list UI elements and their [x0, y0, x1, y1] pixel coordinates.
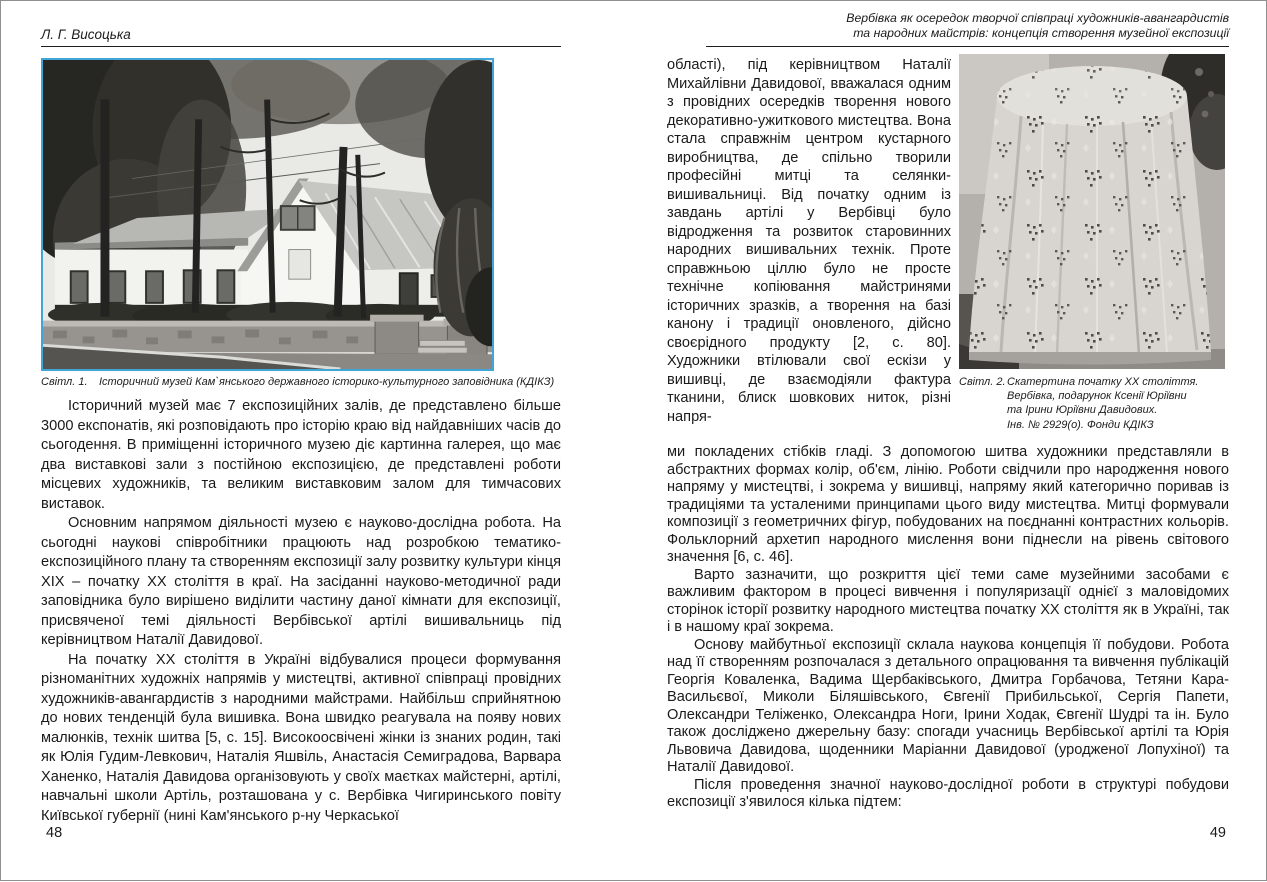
- paragraph: Варто зазначити, що розкриття цієї теми саме музейними засобами є важливим фактором в процесі вивчення і популяризації однієї з маловідомих сторінок історії розвитку народного мистецтва початку XX століття як в Україні, так і в нашому краї зокрема.: [667, 566, 1229, 635]
- figure-caption-1-label: Світл. 1.: [41, 376, 88, 388]
- figure-caption-2-text: [1007, 375, 1199, 432]
- paragraph: Після проведення значної науково-дослідної роботи в структурі побудови експозиції з'явилося кілька підтем:: [667, 776, 1229, 810]
- figure-caption-2-label: Світл. 2.: [959, 376, 1006, 388]
- narrow-column-text: області), під керівництвом Наталії Михайлівни Давидової, вважалася одним з провідних осередків творення нового декоративно-ужиткового мистецтва. Вона стала справжнім центром кустарного виробництва, де спільно творили професійні митці та селянки-вишивальниці. Від початку одним із завдань артілі у Вербівці було відродження та розвиток старовинних народних вишивальних технік. Проте справжньою ціллю було не просте технічне копіювання майстринями історичних зразків, а творення на базі канону і традиції оновленого, дійсно своєрідного продукту [2, с. 80]. Художники втілювали свої ескізи у вишивці, де взаємодіяли фактура тканини, блиск шовкових ниток, різні напря-: [667, 57, 951, 425]
- caption-line: Інв. № 2929(о). Фонди КДІКЗ: [1007, 418, 1154, 431]
- page-number-right: 49: [1209, 825, 1226, 841]
- tablecloth-photo-frame: [959, 54, 1225, 369]
- left-page: [41, 1, 561, 882]
- right-page: [667, 1, 1229, 882]
- paragraph: На початку XX століття в Україні відбувалися процеси формування різноманітних художніх напрямів у мистецтві, активної співпраці провідних художників-авангардистів з народними майстрами. Найбільш сприйнятною до нових тенденцій була вишивка. Вона швидко реагувала на появу нових малюнків, технік шитва [5, с. 15]. Високоосвічені жінки із знаних родин, такі як Юлія Гудим-Левкович, Наталія Яшвіль, Анастасія Семиградова, Варвара Ханенко, Наталія Давидова організовують у своїх маєтках майстерні, артілі, навчальні школи Артіль, розташована у с. Вербівка Чигиринського повіту Київської губернії (нині Кам'янського р-ну Черкаської: [41, 651, 561, 824]
- right-page-body: [667, 444, 1229, 812]
- paragraph: Основним напрямом діяльності музею є науково-дослідна робота. На сьогодні наукові співробітники працюють над розробкою тематико-експозиційного плану та створенням експозиції залу розвитку культури кінця XIX – початку XX століття в краї. На засіданні науково-методичної ради заповідника було вирішено виділити частину даної кімнати для експозиції, присвяченої темі діяльності Вербівської артілі вишивальниць під керівництвом Наталії Давидової.: [41, 515, 561, 648]
- caption-line: та Ірини Юріївни Давидових.: [1007, 404, 1158, 417]
- running-header-author: Л. Г. Висоцька: [41, 27, 131, 42]
- tablecloth-photo: [959, 54, 1225, 369]
- paragraph: Основу майбутньої експозиції склала наукова концепція її побудови. Робота над її створенням розпочалася з детального опрацювання та вивчення публікацій Георгія Коваленка, Вадима Щербаківського, Дмитра Горбачова, Тетяни Кара-Васильєвої, Миколи Біляшівського, Євгенії Прибильської, Сергія Папети, Олександри Теліженко, Олександра Ноги, Ірини Ходак, Євгенії Шудрі та ін. Було також досліджено джерельну базу: спогади учасниць Вербівської артілі та Юрія Львовича Давидова, щоденники Маріанни Давидової (уродженої Лопухіної) та Наталії Давидової.: [667, 636, 1229, 775]
- running-header-title-line1: Вербівка як осередок творчої співпраці художників-авангардистів: [846, 11, 1229, 25]
- page-number-left: 48: [46, 825, 63, 841]
- running-header-title-line2: та народних майстрів: концепція створення музейної експозиції: [853, 26, 1229, 40]
- left-page-body: [41, 397, 561, 826]
- figure-caption-1-text: Історичний музей Кам`янського державного історико-культурного заповідника (КДІКЗ): [99, 376, 555, 388]
- museum-photo: [43, 60, 492, 369]
- paragraph: Історичний музей має 7 експозиційних залів, де представлено більше 3000 експонатів, які розповідають про історію краю від найдавніших часів до сьогодення. В приміщенні історичного музею діє картинна галерея, що має два виставкові зали з постійною експозицією, де представлені роботи місцевих художників, та великим виставковим залом для тимчасових виставок.: [41, 398, 561, 512]
- running-header-title: [667, 11, 1229, 41]
- paragraph: ми покладених стібків гладі. З допомогою шитва художники представляли в абстрактних формах колір, об'єм, лінію. Роботи свідчили про народження нового напряму у мистецтві, і зокрема у вишивці, напряму який категорично поривав із традиціями та усталеними принципами цього виду мистецтва. Митці формували композиції з геометричних фігур, побудованих на поєднанні контрастних кольорів. Фольклорний архетип народного мислення вони піднесли на рівень світового значення [6, с. 46].: [667, 444, 1229, 565]
- figure-caption-2: [959, 375, 1229, 432]
- caption-line: Скатертина початку XX століття.: [1007, 376, 1199, 388]
- museum-photo-frame: [41, 58, 494, 371]
- caption-line: Вербівка, подарунок Ксенії Юріївни: [1007, 390, 1187, 403]
- figure-caption-1: [41, 375, 581, 389]
- header-rule-left: [41, 46, 561, 47]
- header-rule-right: [706, 46, 1229, 47]
